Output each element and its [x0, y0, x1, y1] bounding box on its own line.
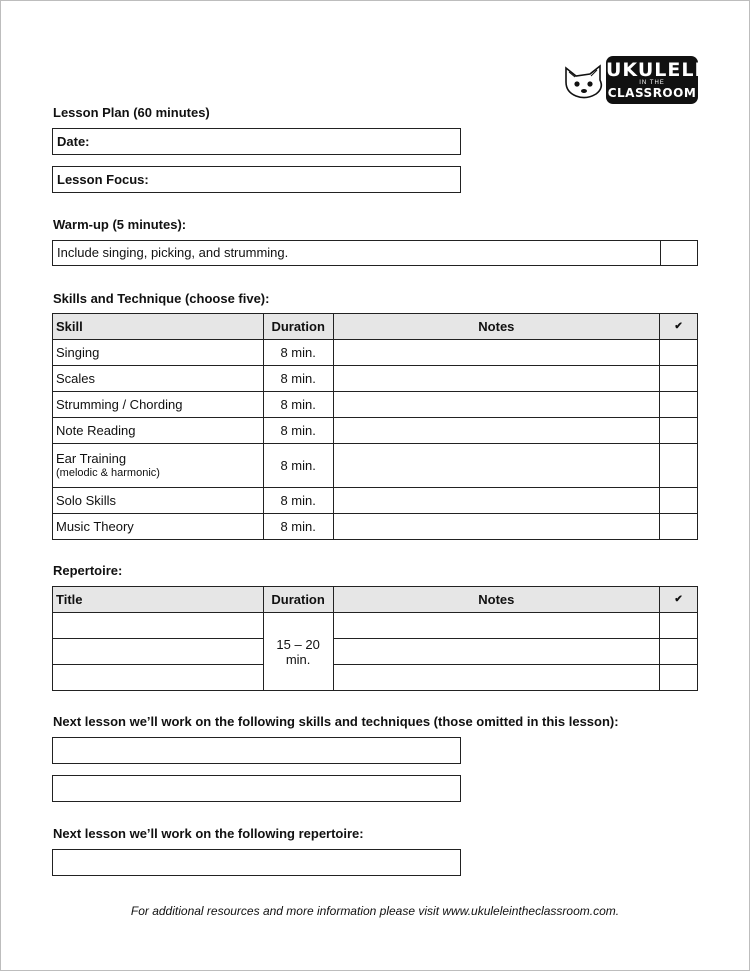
notes-cell[interactable]	[333, 366, 659, 392]
next-skills-field-1[interactable]	[52, 737, 461, 764]
logo-line-2: IN THE	[639, 80, 665, 86]
table-row	[53, 639, 698, 665]
check-column-header: ✔	[660, 587, 698, 613]
table-row	[53, 418, 698, 444]
skill-column-header: Skill	[53, 314, 264, 340]
repertoire-table	[52, 586, 698, 691]
check-cell[interactable]	[660, 639, 698, 665]
chihuahua-mascot-icon	[560, 62, 608, 102]
notes-cell[interactable]	[333, 665, 659, 691]
skill-name: Ear Training	[56, 450, 127, 466]
duration-cell: 8 min.	[263, 418, 333, 444]
repertoire-duration-unit: min.	[285, 651, 311, 667]
table-row	[53, 488, 698, 514]
lesson-focus-label: Lesson Focus:	[57, 172, 149, 187]
duration-cell: 8 min.	[263, 514, 333, 540]
title-cell[interactable]	[53, 613, 264, 639]
repertoire-duration-range: 15 – 20	[276, 636, 320, 652]
check-cell[interactable]	[660, 514, 698, 540]
notes-cell[interactable]	[333, 392, 659, 418]
skills-table	[52, 313, 698, 540]
check-cell[interactable]	[660, 613, 698, 639]
duration-column-header: Duration	[263, 587, 333, 613]
check-cell[interactable]	[660, 418, 698, 444]
table-row	[53, 366, 698, 392]
logo-line-1: UKULELE	[606, 59, 709, 81]
check-cell[interactable]	[660, 488, 698, 514]
skill-cell: Singing	[53, 340, 264, 366]
next-skills-title: Next lesson we’ll work on the following skills and techniques (those omitted in this lesson):	[53, 714, 619, 729]
repertoire-duration-cell	[263, 613, 333, 691]
next-repertoire-field[interactable]	[52, 849, 461, 876]
skill-cell: Music Theory	[53, 514, 264, 540]
skills-title: Skills and Technique (choose five):	[53, 291, 270, 306]
table-row	[53, 444, 698, 488]
notes-cell[interactable]	[333, 340, 659, 366]
table-row	[53, 665, 698, 691]
logo-line-3: CLASSROOM	[607, 86, 697, 100]
warmup-title: Warm-up (5 minutes):	[53, 217, 187, 232]
table-row	[53, 613, 698, 639]
notes-column-header: Notes	[333, 587, 659, 613]
duration-cell: 8 min.	[263, 392, 333, 418]
skill-cell	[53, 444, 264, 488]
check-cell[interactable]	[660, 366, 698, 392]
check-cell[interactable]	[660, 340, 698, 366]
skill-cell: Note Reading	[53, 418, 264, 444]
title-cell[interactable]	[53, 639, 264, 665]
next-skills-field-2[interactable]	[52, 775, 461, 802]
footer-note: For additional resources and more information please visit www.ukuleleintheclassroom.com.	[130, 904, 620, 918]
lesson-plan-title: Lesson Plan (60 minutes)	[53, 105, 210, 120]
notes-cell[interactable]	[333, 613, 659, 639]
notes-column-header: Notes	[333, 314, 659, 340]
duration-cell: 8 min.	[263, 340, 333, 366]
date-field[interactable]	[52, 128, 461, 155]
check-cell[interactable]	[660, 444, 698, 488]
lesson-focus-field[interactable]	[52, 166, 461, 193]
duration-cell: 8 min.	[263, 488, 333, 514]
duration-cell: 8 min.	[263, 444, 333, 488]
duration-column-header: Duration	[263, 314, 333, 340]
title-cell[interactable]	[53, 665, 264, 691]
notes-cell[interactable]	[333, 514, 659, 540]
skill-cell: Strumming / Chording	[53, 392, 264, 418]
skills-header-row	[53, 314, 698, 340]
notes-cell[interactable]	[333, 444, 659, 488]
title-column-header: Title	[53, 587, 264, 613]
skill-subtitle: (melodic & harmonic)	[56, 466, 160, 479]
date-label: Date:	[57, 134, 90, 149]
check-column-header: ✔	[660, 314, 698, 340]
repertoire-title: Repertoire:	[53, 563, 123, 578]
next-repertoire-title: Next lesson we’ll work on the following repertoire:	[53, 826, 364, 841]
check-cell[interactable]	[660, 392, 698, 418]
repertoire-header-row	[53, 587, 698, 613]
logo-badge	[606, 56, 709, 104]
table-row	[53, 340, 698, 366]
table-row	[53, 514, 698, 540]
notes-cell[interactable]	[333, 488, 659, 514]
warmup-text: Include singing, picking, and strumming.	[57, 245, 289, 260]
skill-cell: Scales	[53, 366, 264, 392]
notes-cell[interactable]	[333, 639, 659, 665]
duration-cell: 8 min.	[263, 366, 333, 392]
check-cell[interactable]	[660, 665, 698, 691]
skill-cell: Solo Skills	[53, 488, 264, 514]
notes-cell[interactable]	[333, 418, 659, 444]
warmup-checkbox[interactable]	[661, 241, 697, 265]
warmup-row	[52, 240, 698, 266]
table-row	[53, 392, 698, 418]
ukulele-in-the-classroom-logo	[560, 56, 709, 104]
